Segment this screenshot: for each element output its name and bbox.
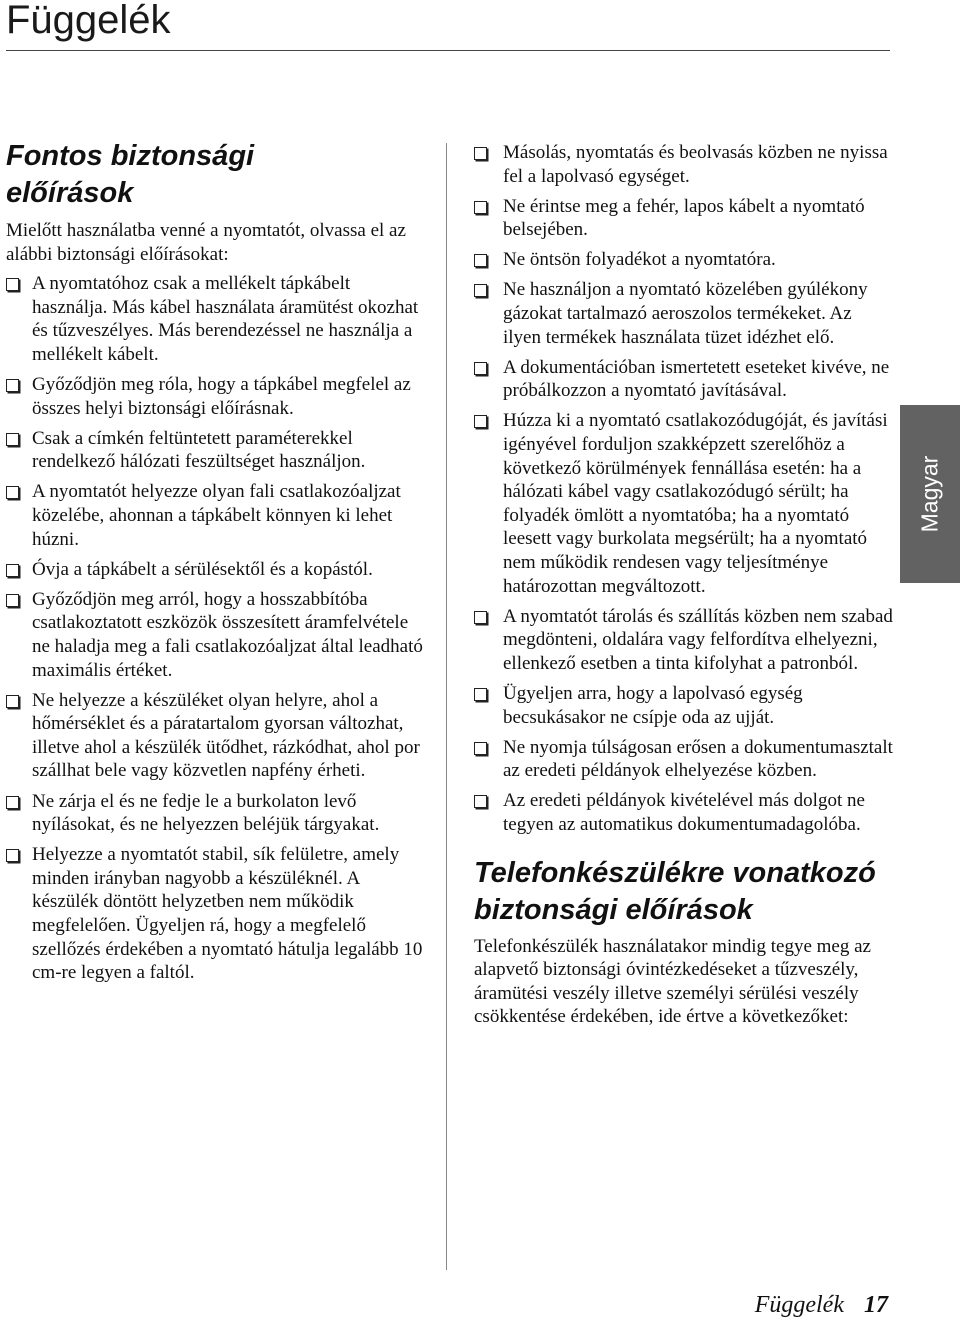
checkbox-icon xyxy=(6,695,19,708)
list-item: Másolás, nyomtatás és beolvasás közben ne nyissa fel a lapolvasó egységet. xyxy=(474,141,894,188)
checkbox-icon xyxy=(6,796,19,809)
checkbox-icon xyxy=(474,362,487,375)
list-item: Ne zárja el és ne fedje le a burkolaton levő nyílásokat, és ne helyezzen beléjük tárgyakat. xyxy=(6,790,426,837)
list-item: Ne helyezze a készüléket olyan helyre, ahol a hőmérséklet és a páratartalom gyorsan változhat, illetve ahol a készülék ütődhet, rázkódhat, ahol por szállhat bele vagy közvetlen napfény érheti. xyxy=(6,689,426,783)
title-rule xyxy=(6,50,890,51)
language-tab-label: Magyar xyxy=(916,455,943,533)
list-item: Helyezze a nyomtatót stabil, sík felületre, amely minden irányban nagyobb a készüléknél. A készülék döntött helyzetben nem működik megfelelően. Ügyeljen rá, hogy a megfelelő szellőzés érdekében a nyomtató hátulja legalább 10 cm-re legyen a faltól. xyxy=(6,843,426,985)
checkbox-icon xyxy=(474,284,487,297)
list-item: Húzza ki a nyomtató csatlakozódugóját, és javítási igényével forduljon szakképzett szerelőhöz a következő körülmények fennállása esetén: ha a hálózati kábel vagy csatlakozódugó sérült; ha folyadék ömlött a nyomtatóba; ha a nyomtató leesett vagy burkolata megsérült; ha a nyomtató nem működik rendesen vagy teljesítménye határozottan megváltozott. xyxy=(474,409,894,598)
checkbox-icon xyxy=(6,433,19,446)
list-item: Győződjön meg róla, hogy a tápkábel megfelel az összes helyi biztonsági előírásnak. xyxy=(6,373,426,420)
page-number: 17 xyxy=(864,1292,888,1318)
checkbox-icon xyxy=(474,688,487,701)
checkbox-icon xyxy=(474,147,487,160)
checkbox-icon xyxy=(6,379,19,392)
list-item: A nyomtatót helyezze olyan fali csatlakozóaljzat közelébe, ahonnan a tápkábelt könnyen ki lehet húzni. xyxy=(6,480,426,551)
list-item: Ügyeljen arra, hogy a lapolvasó egység becsukásakor ne csípje oda az ujját. xyxy=(474,682,894,729)
footer-label: Függelék xyxy=(754,1292,844,1318)
checkbox-icon xyxy=(6,486,19,499)
section-title-telephone: Telefonkészülékre vonatkozó biztonsági előírások xyxy=(474,856,876,926)
intro-paragraph: Mielőtt használatba venné a nyomtatót, olvassa el az alábbi biztonsági előírásokat: xyxy=(6,220,406,265)
list-item: Ne érintse meg a fehér, lapos kábelt a nyomtató belsejében. xyxy=(474,195,894,242)
checkbox-icon xyxy=(6,849,19,862)
safety-list-left xyxy=(6,272,426,985)
checkbox-icon xyxy=(474,795,487,808)
list-item: A dokumentációban ismertetett eseteket kivéve, ne próbálkozzon a nyomtató javításával. xyxy=(474,356,894,403)
list-item: A nyomtatót tárolás és szállítás közben nem szabad megdönteni, oldalára vagy felfordítva elhelyezni, ellenkező esetben a tinta kifolyhat a patronból. xyxy=(474,605,894,676)
checkbox-icon xyxy=(474,742,487,755)
section-title-safety: Fontos biztonsági előírások xyxy=(6,140,255,209)
list-item: Ne öntsön folyadékot a nyomtatóra. xyxy=(474,248,894,272)
list-item: Csak a címkén feltüntetett paraméterekkel rendelkező hálózati feszültséget használjon. xyxy=(6,427,426,474)
left-column xyxy=(6,138,426,991)
list-item: Az eredeti példányok kivételével más dolgot ne tegyen az automatikus dokumentumadagolóba. xyxy=(474,789,894,836)
right-column xyxy=(474,141,894,1029)
list-item: Ne nyomja túlságosan erősen a dokumentumasztalt az eredeti példányok elhelyezése közben. xyxy=(474,736,894,783)
checkbox-icon xyxy=(6,594,19,607)
list-item: A nyomtatóhoz csak a mellékelt tápkábelt használja. Más kábel használata áramütést okozhat és tűzveszélyes. Más berendezéssel ne használja a mellékelt kábelt. xyxy=(6,272,426,366)
list-item: Ne használjon a nyomtató közelében gyúlékony gázokat tartalmazó aeroszolos termékeket. Az ilyen termékek használata tüzet idézhet elő. xyxy=(474,278,894,349)
page-title: Függelék xyxy=(6,0,171,42)
column-divider xyxy=(446,143,447,1270)
language-tab[interactable] xyxy=(900,405,960,583)
list-item: Óvja a tápkábelt a sérülésektől és a kopástól. xyxy=(6,558,426,582)
safety-list-right xyxy=(474,141,894,837)
checkbox-icon xyxy=(6,564,19,577)
page-footer xyxy=(755,1290,888,1320)
checkbox-icon xyxy=(474,201,487,214)
checkbox-icon xyxy=(474,415,487,428)
telephone-paragraph: Telefonkészülék használatakor mindig tegye meg az alapvető biztonsági óvintézkedéseket a tűzveszély, áramütési veszély illetve személyi sérülési veszély csökkentése érdekében, ide értve a következőket: xyxy=(474,935,871,1028)
checkbox-icon xyxy=(474,611,487,624)
list-item: Győződjön meg arról, hogy a hosszabbítóba csatlakoztatott eszközök összesített áramfelvétele ne haladja meg a fali csatlakozóaljzat által leadható maximális értéket. xyxy=(6,588,426,682)
checkbox-icon xyxy=(474,254,487,267)
checkbox-icon xyxy=(6,278,19,291)
